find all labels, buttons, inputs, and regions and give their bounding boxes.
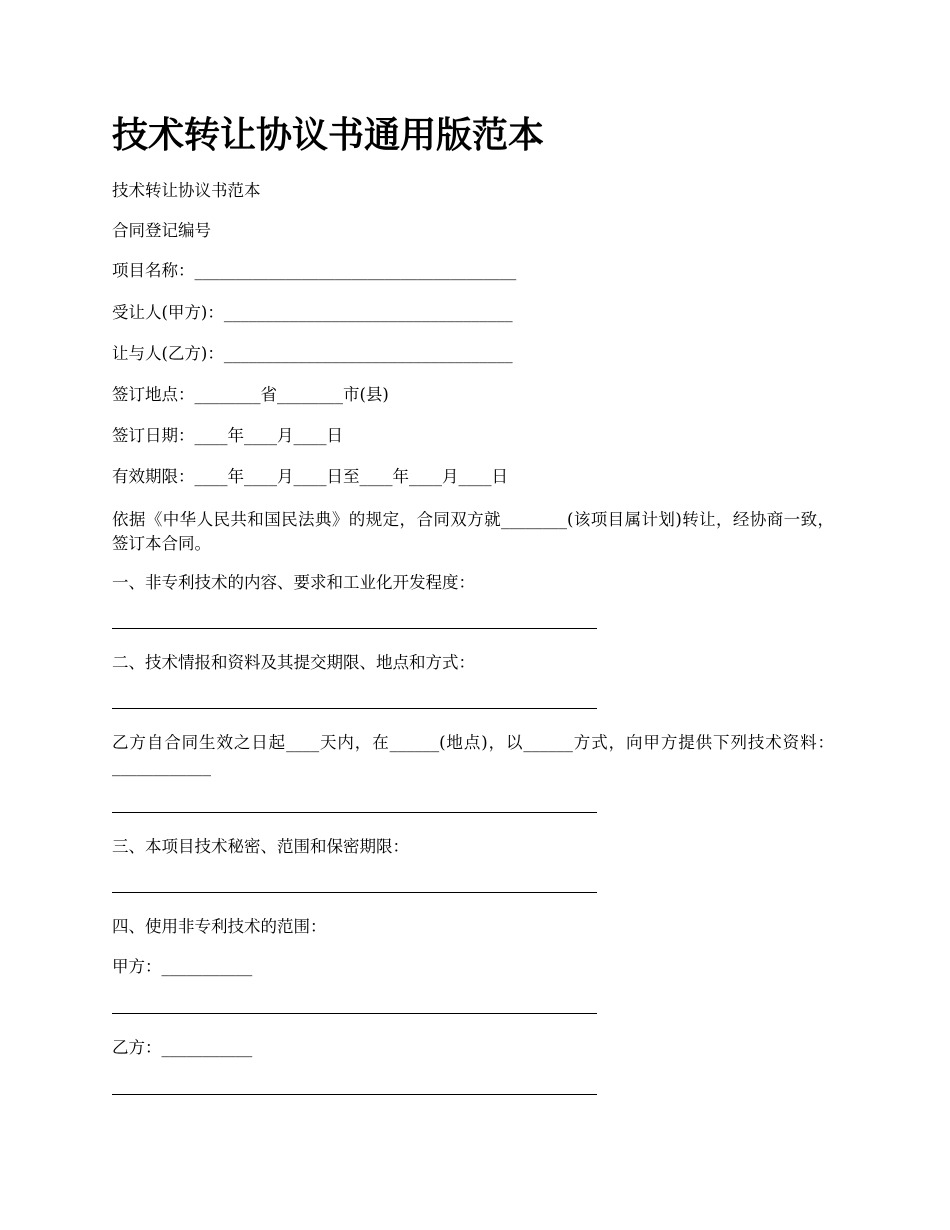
party-b-scope-field: 乙方：___________ <box>112 1038 253 1057</box>
delivery-blank-line <box>112 812 597 813</box>
party-b-blank-line <box>112 1094 597 1095</box>
preamble-paragraph: 依据《中华人民共和国民法典》的规定，合同双方就________(该项目属计划)转让，经协商一致，签订本合同。 <box>112 510 834 553</box>
subtitle: 技术转让协议书范本 <box>112 181 261 200</box>
project-name-field: 项目名称：_______________________________________ <box>112 261 517 280</box>
registration-number-label: 合同登记编号 <box>112 221 211 240</box>
section-3-heading: 三、本项目技术秘密、范围和保密期限： <box>112 837 409 856</box>
section-2-heading: 二、技术情报和资料及其提交期限、地点和方式： <box>112 653 475 672</box>
signing-date-field: 签订日期：____年____月____日 <box>112 426 343 445</box>
party-a-scope-field: 甲方：___________ <box>112 957 253 976</box>
document-title: 技术转让协议书通用版范本 <box>112 115 545 156</box>
section-3-blank-line <box>112 892 597 893</box>
validity-period-field: 有效期限：____年____月____日至____年____月____日 <box>112 467 508 486</box>
assignee-field: 受让人(甲方)：___________________________________ <box>112 303 513 322</box>
section-1-blank-line <box>112 628 597 629</box>
section-1-heading: 一、非专利技术的内容、要求和工业化开发程度： <box>112 573 475 592</box>
signing-place-field: 签订地点：________省________市(县) <box>112 385 389 404</box>
party-a-blank-line <box>112 1013 597 1014</box>
section-2-blank-line <box>112 708 597 709</box>
section-4-heading: 四、使用非专利技术的范围： <box>112 917 327 936</box>
assignor-field: 让与人(乙方)：___________________________________ <box>112 344 513 363</box>
delivery-paragraph: 乙方自合同生效之日起____天内，在______(地点)，以______方式，向甲方提供下列技术资料：____________ <box>112 733 834 776</box>
